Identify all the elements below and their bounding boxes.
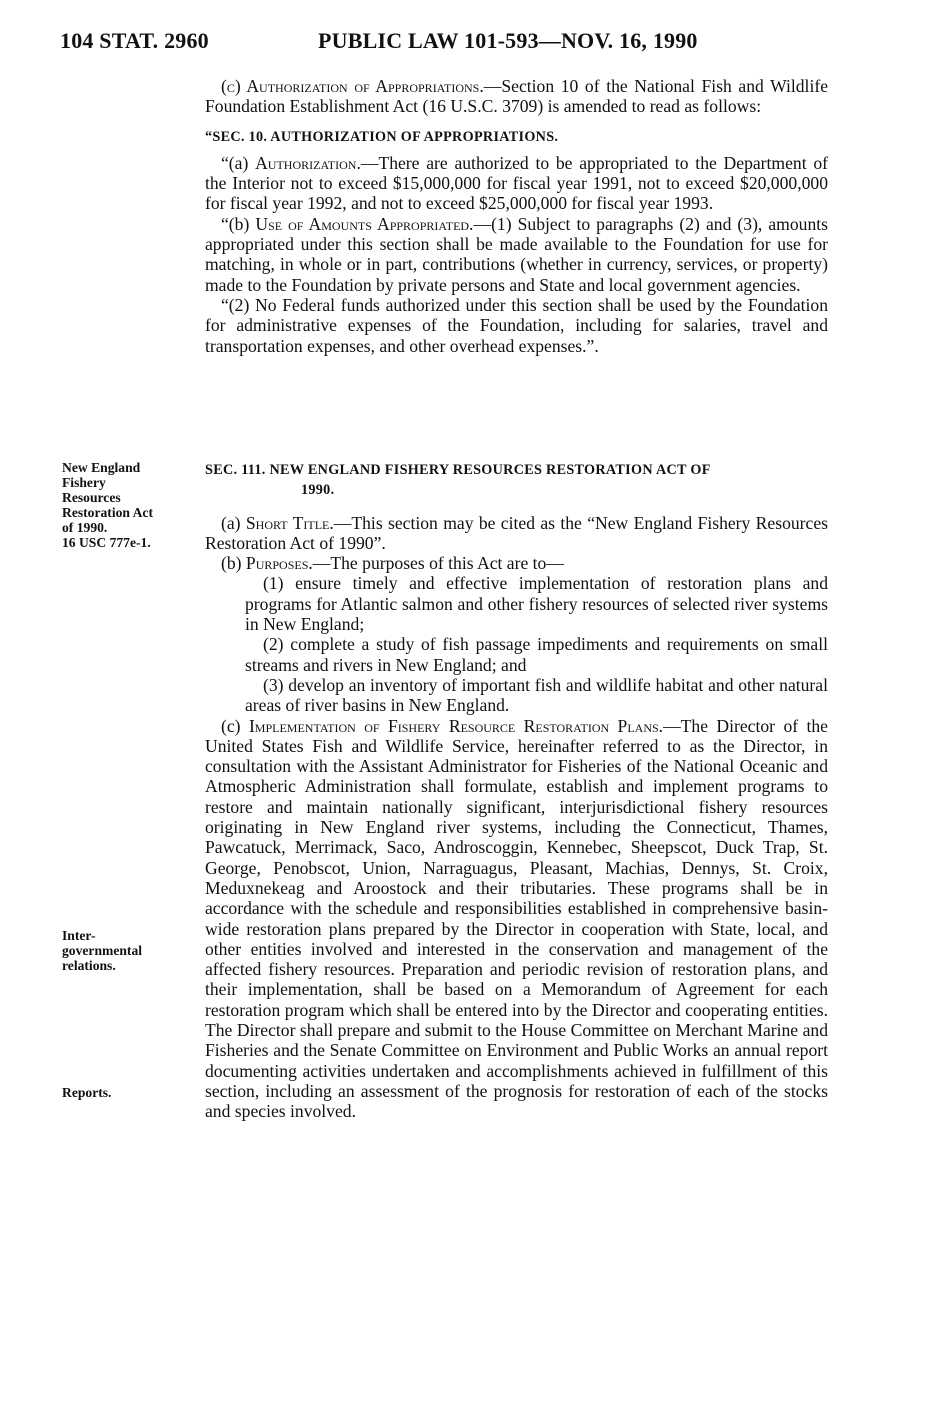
sec-111-heading-line2: 1990. [301,482,335,499]
page-header [60,28,833,58]
margin-note-new-england-act: New England Fishery Resources Restoration Act of 1990. 16 USC 777e-1. [62,460,153,550]
section-111-block [205,460,828,1122]
paragraph-a-authorization: “(a) Authorization.—There are authorized to be appropriated to the Department of the Interior not to exceed $15,000,000 for fiscal year 1991, not to exceed $20,000,000 for fiscal year 1992, and not to exceed $25,000,000 for fiscal year 1993. [205,152,828,214]
paragraph-a-short-title: (a) Short Title.—This section may be cited as the “New England Fishery Resources Restoration Act of 1990”. [205,512,828,553]
purpose-item-3: (3) develop an inventory of important fish and wildlife habitat and other natural areas of river basins in New England. [245,674,828,716]
paragraph-b-use-of-amounts: “(b) Use of Amounts Appropriated.—(1) Subject to paragraphs (2) and (3), amounts appropriated under this section shall be made available to the Foundation for use for matching, in whole or in part, contributions (whether in currency, services, or property) made to the Foundation by private persons and State and local government agencies. [205,213,828,295]
authorization-amendment-block [205,76,828,356]
purpose-item-1: (1) ensure timely and effective implementation of restoration plans and programs for Atlantic salmon and other fishery resources of selected river systems in New England; [245,573,828,635]
purpose-item-2: (2) complete a study of fish passage impediments and requirements on small streams and rivers in New England; and [245,634,828,675]
sec-10-heading: “SEC. 10. AUTHORIZATION OF APPROPRIATIONS. [205,128,559,145]
sec-111-heading-line1: SEC. 111. NEW ENGLAND FISHERY RESOURCES RESTORATION ACT OF [205,462,711,478]
margin-note-reports: Reports. [62,1085,112,1100]
stat-page-number: 104 STAT. 2960 [60,28,209,53]
paragraph-b2-federal-funds: “(2) No Federal funds authorized under this section shall be used by the Foundation for administrative expenses of the Foundation, including for salaries, travel and transportation expenses, and other overhead expenses.”. [205,294,828,356]
paragraph-c-authorization: (c) Authorization of Appropriations.—Section 10 of the National Fish and Wildlife Foundation Establishment Act (16 U.S.C. 3709) is amended to read as follows: [205,76,828,117]
public-law-title: PUBLIC LAW 101-593—NOV. 16, 1990 [318,28,698,53]
margin-note-intergovernmental: Inter- governmental relations. [62,928,143,973]
paragraph-c-implementation: (c) Implementation of Fishery Resource Restoration Plans.—The Director of the United States Fish and Wildlife Service, hereinafter referred to as the Director, in consultation with the Assistant Administrator for Fisheries of the National Oceanic and Atmospheric Administration shall formulate, establish and implement programs to restore and maintain nationally significant, interjurisdictional fishery resources originating in New England river systems, including the Connecticut, Thames, Pawcatuck, Merrimack, Saco, Androscoggin, Kennebec, Sheepscot, Duck Trap, St. George, Penobscot, Union, Narraguagus, Pleasant, Machias, Dennys, St. Croix, Meduxnekeag and Aroostock and their tributaries. These programs shall be in accordance with the schedule and responsibilities established in comprehensive basin-wide restoration plans prepared by the Director in cooperation with State, local, and other entities involved and interested in the conservation and management of the affected fishery resources. Preparation and periodic revision of restoration plans, and their implementation, shall be based on a Memorandum of Agreement for each restoration program which shall be entered into by the Director and cooperating entities. The Director shall prepare and submit to the House Committee on Merchant Marine and Fisheries and the Senate Committee on Environment and Public Works an annual report documenting activities undertaken and accomplishments achieved in fulfillment of this section, including an assessment of the prognosis for restoration of each of the stocks and species involved. [205,715,828,1122]
paragraph-b-purposes: (b) Purposes.—The purposes of this Act are to— [221,553,564,574]
